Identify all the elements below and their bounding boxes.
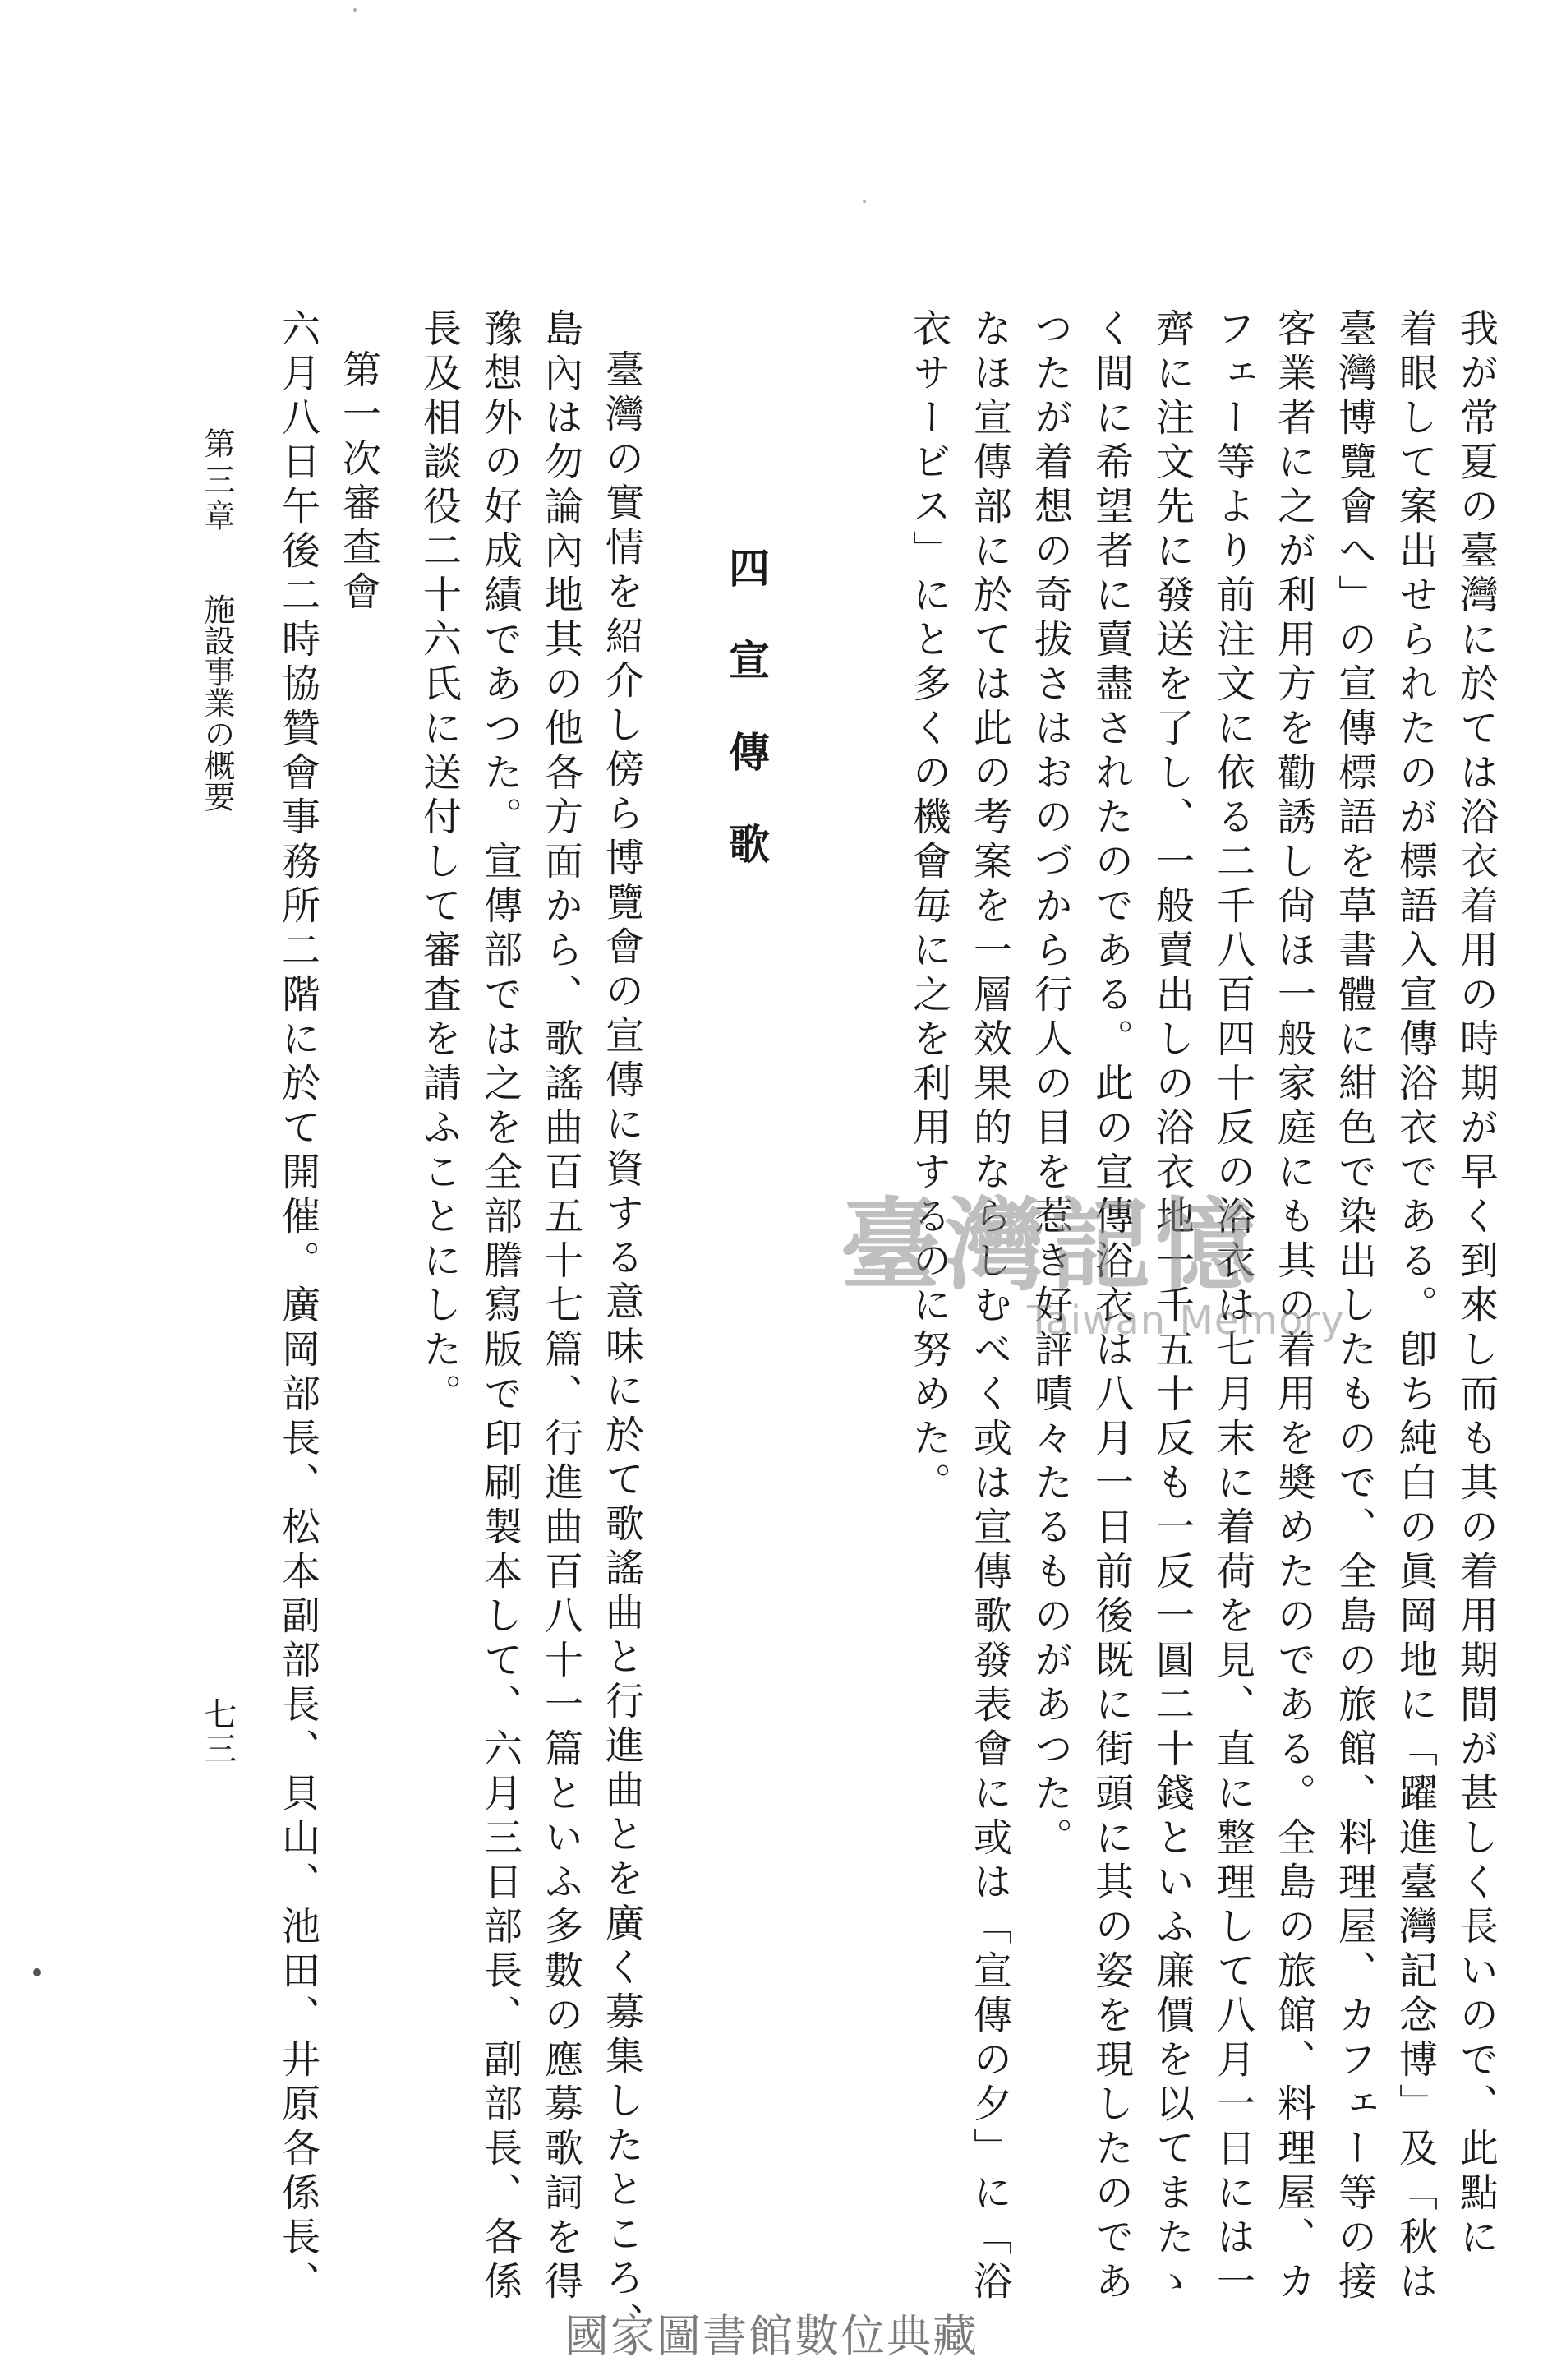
running-head-title: 施設事業の概要 [199, 593, 235, 812]
watermark-main: 臺灣記憶 [840, 1186, 1261, 1304]
footer-caption: 國家圖書館數位典藏 [564, 2310, 979, 2362]
section-heading: 四宣傳歌 [722, 547, 771, 915]
watermark [756, 1188, 1345, 1344]
running-head [199, 427, 240, 812]
text-column-2: 着眼して案出せられたのが標語入宣傳浴衣である。卽ち純白の眞岡地に「躍進臺灣記念博」及「秋は [1393, 308, 1438, 2305]
text-column-13: 豫想外の好成績であつた。宣傳部では之を全部謄寫版で印刷製本して、六月三日部長、副部長、各係 [477, 308, 523, 2305]
subheading-first-review: 第一次審查會 [336, 349, 381, 616]
text-column-4: 客業者に之が利用方を勸誘し尙ほ一般家庭にも其の着用を奬めたのである。全島の旅館、料理屋、カ [1271, 308, 1316, 2305]
page-number: 七三 [199, 1697, 237, 1766]
scan-speck [33, 1968, 41, 1976]
text-column-9: なほ宣傳部に於ては此の考案を一層效果的ならしむべく或は宣傳歌發表會に或は「宣傳の夕」に「浴 [967, 308, 1012, 2305]
text-column-16: 六月八日午後二時協贊會事務所二階に於て開催。廣岡部長、松本副部長、貝山、池田、井原各係長、 [275, 308, 320, 2305]
text-column-8: つたが着想の奇拔さはおのづから行人の目を惹き好評嘖々たるものがあつた。 [1028, 308, 1073, 1861]
scan-speck [353, 8, 357, 12]
watermark-sub: Taiwan Memory [1027, 1298, 1345, 1344]
scan-speck [863, 200, 866, 203]
text-column-12: 島內は勿論內地其の他各方面から、歌謠曲百五十七篇、行進曲百八十一篇といふ多數の應募歌詞を得 [538, 308, 583, 2305]
running-head-chapter: 第三章 [199, 427, 235, 536]
text-column-11: 臺灣の實情を紹介し傍ら博覽會の宣傳に資する意味に於て歌謠曲と行進曲とを廣く募集したところ、 [599, 349, 644, 2346]
text-column-5: フェー等より前注文に依る二千八百四十反の浴衣は七月末に着荷を見、直に整理して八月一日には一 [1210, 308, 1255, 2305]
text-column-1: 我が常夏の臺灣に於ては浴衣着用の時期が早く到來し而も其の着用期間が甚しく長いので、此點に [1453, 308, 1499, 2261]
text-column-3: 臺灣博覽會へ」の宣傳標語を草書體に紺色で染出したもので、全島の旅館、料理屋、カフェー等の接 [1332, 308, 1377, 2305]
text-column-14: 長及相談役二十六氏に送付して審査を請ふことにした。 [417, 308, 462, 1418]
text-column-10: 衣サービス」にと多くの機會毎に之を利用するのに努めた。 [906, 308, 951, 1506]
text-column-7: く間に希望者に賣盡されたのである。此の宣傳浴衣は八月一日前後既に街頭に其の姿を現したのであ [1089, 308, 1134, 2305]
text-column-6: 齊に注文先に發送を了し、一般賣出しの浴衣地一千五十反も一反一圓二十錢といふ廉價を以てまたゝ [1149, 308, 1195, 2305]
